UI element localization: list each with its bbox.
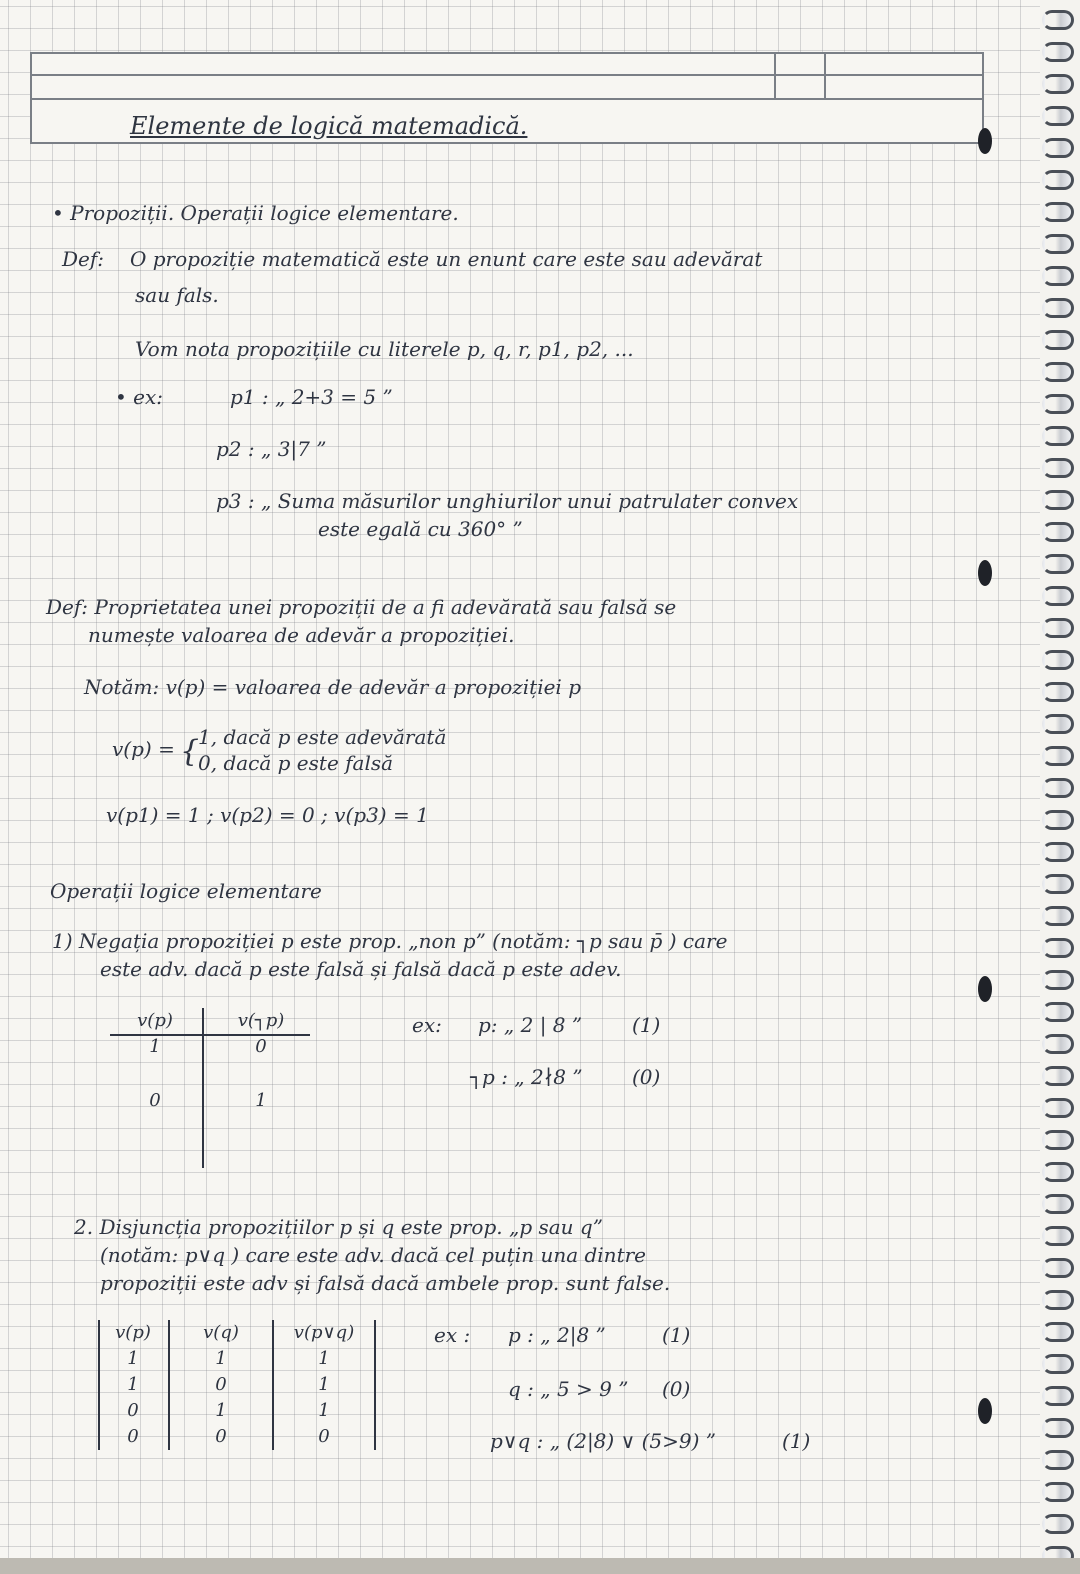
spiral-ring [1042, 586, 1074, 606]
negation-line2: este adv. dacă p este falsă și falsă dacă p este adev. [100, 957, 622, 981]
example-p1: p1 : „ 2+3 = 5 ” [230, 385, 393, 409]
example-label: • ex: [115, 385, 164, 409]
table-cell: 0 [215, 1374, 227, 1395]
example-p3-line2: este egală cu 360° ” [318, 517, 523, 541]
spiral-ring [1042, 106, 1074, 126]
spiral-ring [1042, 906, 1074, 926]
spiral-ring [1042, 1386, 1074, 1406]
table-cell: 1 [127, 1374, 139, 1395]
spiral-ring [1042, 1418, 1074, 1438]
table-cell: 1 [318, 1374, 330, 1395]
truth-value-case-false: 0, dacă p este falsă [198, 751, 394, 775]
disjunction-example-p-or-q: p∨q : „ (2|8) ∨ (5>9) ” [490, 1429, 716, 1453]
spiral-ring [1042, 138, 1074, 158]
spiral-ring [1042, 1514, 1074, 1534]
spiral-ring [1042, 170, 1074, 190]
table-cell: 0 [318, 1426, 330, 1447]
page-title: Elemente de logică matemadică. [130, 112, 528, 140]
binder-hole [978, 1398, 992, 1424]
def1-label: Def: [62, 247, 105, 271]
example-p3-line1: p3 : „ Suma măsurilor unghiurilor unui patrulater convex [216, 489, 799, 513]
spiral-ring [1042, 74, 1074, 94]
page-bottom-edge [0, 1558, 1080, 1574]
table-header-cell: v(┐p) [237, 1010, 285, 1031]
spiral-ring [1042, 842, 1074, 862]
spiral-ring [1042, 1290, 1074, 1310]
spiral-ring [1042, 810, 1074, 830]
table-cell: 1 [215, 1400, 227, 1421]
spiral-ring [1042, 746, 1074, 766]
section-heading-propositions: • Propoziții. Operații logice elementare. [52, 201, 459, 225]
def2-line2: numește valoarea de adevăr a propoziției. [88, 623, 515, 647]
spiral-ring [1042, 1322, 1074, 1342]
spiral-ring [1042, 874, 1074, 894]
spiral-ring [1042, 970, 1074, 990]
spiral-ring [1042, 1450, 1074, 1470]
table-cell: 1 [127, 1348, 139, 1369]
def2-line1: Def: Proprietatea unei propoziții de a fi adevărată sau falsă se [46, 595, 677, 619]
spiral-ring [1042, 266, 1074, 286]
spiral-ring [1042, 1354, 1074, 1374]
negation-line1: 1) Negația propoziției p este prop. „non p” (notăm: ┐p sau p̄ ) care [52, 929, 728, 953]
def1-line1: O propoziție matematică este un enunt care este sau adevărat [130, 247, 763, 271]
spiral-ring [1042, 522, 1074, 542]
spiral-ring [1042, 1130, 1074, 1150]
disjunction-truth-table [96, 1320, 386, 1450]
spiral-ring [1042, 682, 1074, 702]
spiral-ring [1042, 458, 1074, 478]
spiral-ring [1042, 426, 1074, 446]
table-cell: 0 [215, 1426, 227, 1447]
spiral-ring [1042, 1002, 1074, 1022]
negation-example-label: ex: [412, 1013, 442, 1037]
spiral-ring [1042, 42, 1074, 62]
spiral-ring [1042, 778, 1074, 798]
table-cell: 0 [127, 1400, 139, 1421]
spiral-ring [1042, 10, 1074, 30]
spiral-ring [1042, 1258, 1074, 1278]
binder-hole [978, 128, 992, 154]
spiral-ring [1042, 298, 1074, 318]
spiral-binding [1040, 0, 1080, 1574]
negation-example-not-p-value: (0) [632, 1065, 661, 1089]
spiral-ring [1042, 1162, 1074, 1182]
notation-truth-value: Notăm: v(p) = valoarea de adevăr a propoziției p [84, 675, 581, 699]
negation-example-p: p: „ 2 | 8 ” [478, 1013, 583, 1037]
spiral-ring [1042, 618, 1074, 638]
disjunction-line2: (notăm: p∨q ) care este adv. dacă cel puțin una dintre [100, 1243, 646, 1267]
truth-value-case-true: 1, dacă p este adevărată [198, 725, 447, 749]
table-header-cell: v(q) [203, 1322, 239, 1343]
spiral-ring [1042, 362, 1074, 382]
table-cell: 1 [318, 1348, 330, 1369]
disjunction-line3: propoziții este adv și falsă dacă ambele prop. sunt false. [100, 1271, 671, 1295]
operations-heading: Operații logice elementare [50, 879, 322, 903]
spiral-ring [1042, 234, 1074, 254]
table-cell: 0 [255, 1036, 267, 1057]
curly-brace: { [180, 734, 200, 769]
disjunction-example-p-value: (1) [662, 1323, 691, 1347]
spiral-ring [1042, 1194, 1074, 1214]
notation-line: Vom nota propozițiile cu literele p, q, r, p1, p2, ... [135, 337, 634, 361]
table-header-cell: v(p) [115, 1322, 151, 1343]
spiral-ring [1042, 202, 1074, 222]
truth-value-lhs: v(p) = [112, 737, 175, 761]
spiral-ring [1042, 1098, 1074, 1118]
disjunction-example-p-or-q-value: (1) [782, 1429, 811, 1453]
disjunction-line1: 2. Disjuncția propozițiilor p și q este prop. „p sau q” [74, 1215, 603, 1239]
table-cell: 1 [149, 1036, 161, 1057]
negation-example-p-value: (1) [632, 1013, 661, 1037]
disjunction-example-q-value: (0) [662, 1377, 691, 1401]
spiral-ring [1042, 490, 1074, 510]
spiral-ring [1042, 554, 1074, 574]
example-p2: p2 : „ 3|7 ” [216, 437, 327, 461]
spiral-ring [1042, 330, 1074, 350]
spiral-ring [1042, 650, 1074, 670]
spiral-ring [1042, 394, 1074, 414]
table-header-cell: v(p∨q) [293, 1322, 355, 1343]
disjunction-example-q: q : „ 5 > 9 ” [508, 1377, 629, 1401]
disjunction-example-label: ex : [434, 1323, 471, 1347]
def1-line2: sau fals. [135, 283, 219, 307]
negation-truth-table [110, 1008, 330, 1128]
table-header-cell: v(p) [137, 1010, 173, 1031]
example-truth-values: v(p1) = 1 ; v(p2) = 0 ; v(p3) = 1 [106, 803, 429, 827]
spiral-ring [1042, 938, 1074, 958]
table-cell: 1 [318, 1400, 330, 1421]
spiral-ring [1042, 1034, 1074, 1054]
table-cell: 0 [149, 1090, 161, 1111]
spiral-ring [1042, 1066, 1074, 1086]
binder-hole [978, 560, 992, 586]
table-cell: 1 [255, 1090, 267, 1111]
binder-hole [978, 976, 992, 1002]
negation-example-not-p: ┐p : „ 2∤8 ” [470, 1065, 583, 1089]
table-cell: 0 [127, 1426, 139, 1447]
spiral-ring [1042, 1226, 1074, 1246]
table-cell: 1 [215, 1348, 227, 1369]
disjunction-example-p: p : „ 2|8 ” [508, 1323, 606, 1347]
spiral-ring [1042, 1482, 1074, 1502]
spiral-ring [1042, 714, 1074, 734]
